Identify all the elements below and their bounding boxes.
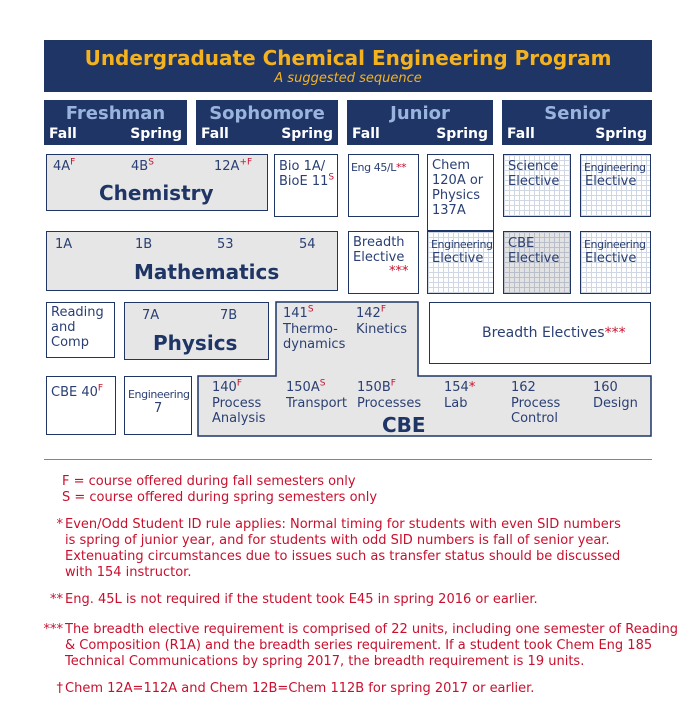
bio-line2: BioE $11^S$ — [279, 172, 335, 189]
year-name: Freshman — [65, 103, 166, 124]
c162-line1: Process — [511, 396, 561, 411]
footnote-line: Chem 12A=112A and Chem 12B=Chem 112B for spring 2017 or earlier. — [65, 681, 535, 696]
fall-label: Fall — [49, 126, 77, 142]
kinetics-line1: Kinetics — [356, 322, 408, 337]
chemistry-label: Chemistry — [99, 181, 214, 205]
footnote-mark: *** — [43, 622, 63, 637]
eng-elective-line1: Engineering — [584, 161, 646, 174]
course-140: $140^F$ — [212, 378, 243, 395]
course-1b: 1B — [135, 237, 153, 252]
course-53: 53 — [217, 237, 234, 252]
breadth-line2: Elective — [353, 250, 405, 265]
breadth-line1: Breadth — [353, 235, 405, 250]
breadth-electives-label: Breadth Electives*** — [482, 325, 626, 341]
spring-label: Spring — [595, 126, 647, 142]
engineering7-line2: 7 — [154, 401, 163, 416]
divider — [44, 459, 652, 460]
course-150b: $150B^F$ — [357, 378, 396, 395]
course-7b: 7B — [220, 308, 238, 323]
course-150a: $150A^S$ — [286, 378, 326, 395]
thermo-line1: Thermo- — [283, 322, 338, 337]
c160-line1: Design — [593, 396, 638, 411]
c162-line2: Control — [511, 411, 558, 426]
footnote-line: Eng. 45L is not required if the student took E45 in spring 2016 or earlier. — [65, 592, 538, 607]
footnote-line: with 154 instructor. — [65, 565, 192, 580]
c140-line1: Process — [212, 396, 262, 411]
bio-line1: Bio 1A/ — [279, 159, 326, 174]
course-7a: 7A — [142, 308, 160, 323]
fall-label: Fall — [507, 126, 535, 142]
chem120-line4: 137A — [432, 203, 466, 218]
footnote-line: Even/Odd Student ID rule applies: Normal timing for students with even SID numbers — [65, 517, 621, 532]
science-line2: Elective — [508, 174, 560, 189]
cbe-elective-line1: CBE — [508, 236, 535, 251]
legend-fall: F = course offered during fall semesters only — [62, 474, 356, 489]
breadth-mark: *** — [389, 264, 409, 279]
year-name: Junior — [390, 103, 450, 124]
chem120-line2: 120A or — [432, 173, 484, 188]
footnote-line: Technical Communications by spring 2017, the breadth requirement is 19 units. — [65, 654, 585, 669]
physics-label: Physics — [153, 331, 238, 355]
footnote-mark: ** — [50, 592, 63, 607]
c150a-line1: Transport — [286, 396, 348, 411]
spring-label: Spring — [281, 126, 333, 142]
footnote-line: & Composition (R1A) and the breadth series requirement. If a student took Chem Eng 185 — [65, 638, 653, 653]
course-1a: 1A — [55, 237, 73, 252]
engineering7-line1: Engineering — [128, 388, 190, 401]
c154-line1: Lab — [444, 396, 468, 411]
footnote-mark: † — [56, 681, 63, 696]
thermo-line2: dynamics — [283, 337, 346, 352]
cbe-elective-line2: Elective — [508, 251, 560, 266]
footnote-mark: * — [56, 517, 63, 532]
eng-elective-line1: Engineering — [431, 238, 493, 251]
program-title: Undergraduate Chemical Engineering Program — [84, 46, 612, 70]
program-subtitle: A suggested sequence — [274, 71, 422, 86]
reading-line1: Reading — [51, 305, 104, 320]
course-4a: $4A^F$ — [53, 157, 76, 174]
course-141: $141^S$ — [283, 304, 314, 321]
course-160: 160 — [593, 380, 618, 395]
chem120-line3: Physics — [432, 188, 481, 203]
footnote-line: Extenuating circumstances due to issues such as transfer status should be discussed — [65, 549, 621, 564]
course-154: 154* — [444, 380, 476, 395]
course-142: $142^F$ — [356, 304, 387, 321]
eng45-label: Eng 45/L** — [351, 161, 407, 174]
fall-label: Fall — [352, 126, 380, 142]
footnote-eng45l — [50, 592, 685, 608]
engineering-7-box — [124, 376, 192, 435]
reading-line2: and — [51, 320, 76, 335]
cbe-40-box — [46, 376, 116, 435]
breadth-electives-box — [429, 302, 651, 364]
reading-line3: Comp — [51, 335, 89, 350]
chem120-line1: Chem — [432, 158, 470, 173]
year-name: Sophomore — [209, 103, 325, 124]
eng-elective-line1: Engineering — [584, 238, 646, 251]
footnote-even-odd — [56, 517, 685, 581]
footnote-breadth — [43, 622, 695, 670]
science-line1: Science — [508, 159, 559, 174]
course-54: 54 — [299, 237, 316, 252]
cbe40-label: CBE $40^F$ — [51, 383, 104, 400]
c150b-line1: Processes — [357, 396, 422, 411]
course-4b: $4B^S$ — [131, 157, 154, 174]
footnote-line: The breadth elective requirement is comprised of 22 units, including one semester of Reading — [65, 622, 679, 637]
course-162: 162 — [511, 380, 536, 395]
footnote-dagger — [56, 681, 685, 697]
eng-elective-line2: Elective — [585, 174, 637, 189]
mathematics-label: Mathematics — [134, 260, 280, 284]
spring-label: Spring — [436, 126, 488, 142]
legend-spring: S = course offered during spring semesters only — [62, 490, 378, 505]
footnote-line: is spring of junior year, and for students with odd SID numbers is fall of senior year. — [65, 533, 610, 548]
cbe-label: CBE — [382, 413, 426, 437]
fall-label: Fall — [201, 126, 229, 142]
eng-elective-line2: Elective — [432, 251, 484, 266]
spring-label: Spring — [130, 126, 182, 142]
eng-elective-line2: Elective — [585, 251, 637, 266]
year-name: Senior — [544, 103, 610, 124]
c140-line2: Analysis — [212, 411, 266, 426]
course-12a: $12A^{+F}$ — [214, 157, 253, 174]
